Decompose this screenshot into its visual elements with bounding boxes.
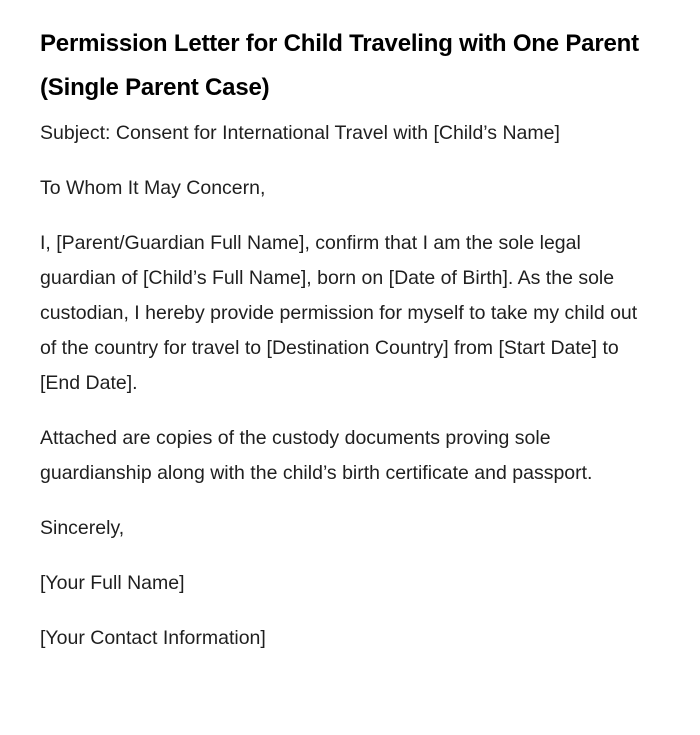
letter-title: Permission Letter for Child Traveling with One Parent (Single Parent Case) [40, 30, 639, 101]
letter-signature-contact: [Your Contact Information] [40, 627, 266, 649]
letter-salutation: To Whom It May Concern, [40, 177, 266, 199]
letter-subject: Subject: Consent for International Travel with [Child’s Name] [40, 122, 560, 144]
letter-body-paragraph-2: Attached are copies of the custody documents proving sole guardianship along with the child’s birth certificate and passport. [40, 427, 593, 484]
letter-closing: Sincerely, [40, 517, 125, 539]
letter-body-paragraph-1: I, [Parent/Guardian Full Name], confirm that I am the sole legal guardian of [Child’s Full Name], born on [Date of Birth]. As the sole custodian, I hereby provide permission for myself to take my child out of the country for travel to [Destination Country] from [Start Date] to [End Date]. [40, 232, 638, 394]
letter-signature-name: [Your Full Name] [40, 572, 185, 594]
